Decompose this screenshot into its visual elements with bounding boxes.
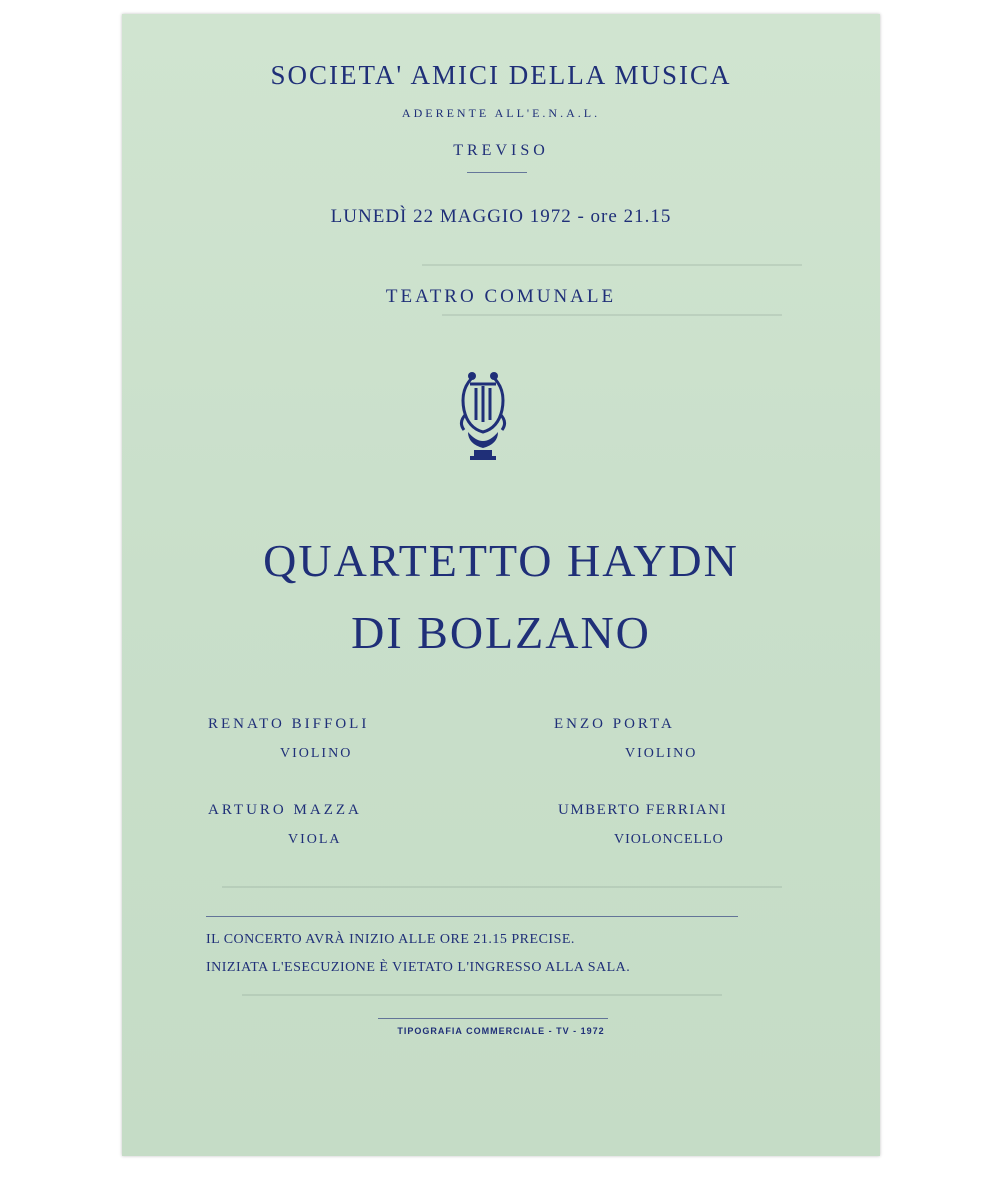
venue-name: TEATRO COMUNALE (385, 286, 617, 307)
event-date: LUNEDÌ 22 MAGGIO 1972 - ore 21.15 (330, 206, 672, 227)
performer-name: ENZO PORTA (554, 716, 675, 732)
performer-role: VIOLA (288, 832, 342, 847)
ensemble-title-line2: DI BOLZANO (351, 607, 651, 658)
ensemble-title-line1: QUARTETTO HAYDN (263, 535, 739, 586)
performer-name: RENATO BIFFOLI (208, 716, 370, 732)
performer-name: ARTURO MAZZA (208, 802, 362, 818)
printer-divider (378, 1018, 608, 1019)
performer-name: UMBERTO FERRIANI (558, 802, 728, 818)
society-name: SOCIETA' AMICI DELLA MUSICA (270, 60, 732, 90)
affiliation-line: ADERENTE ALL'E.N.A.L. (401, 106, 601, 120)
performer-role: VIOLONCELLO (614, 832, 724, 847)
program-sheet (122, 14, 880, 1156)
performer-role: VIOLINO (625, 746, 698, 761)
city-name: TREVISO (453, 142, 549, 159)
performer-role: VIOLINO (280, 746, 353, 761)
header-divider (467, 172, 527, 173)
lyre-icon (454, 370, 512, 462)
notice-start-time: IL CONCERTO AVRÀ INIZIO ALLE ORE 21.15 PRECISE. (206, 932, 575, 947)
printer-credit: TIPOGRAFIA COMMERCIALE - TV - 1972 (397, 1026, 605, 1036)
notice-divider-top (206, 916, 738, 917)
notice-no-entry: INIZIATA L'ESECUZIONE È VIETATO L'INGRESSO ALLA SALA. (206, 960, 631, 975)
